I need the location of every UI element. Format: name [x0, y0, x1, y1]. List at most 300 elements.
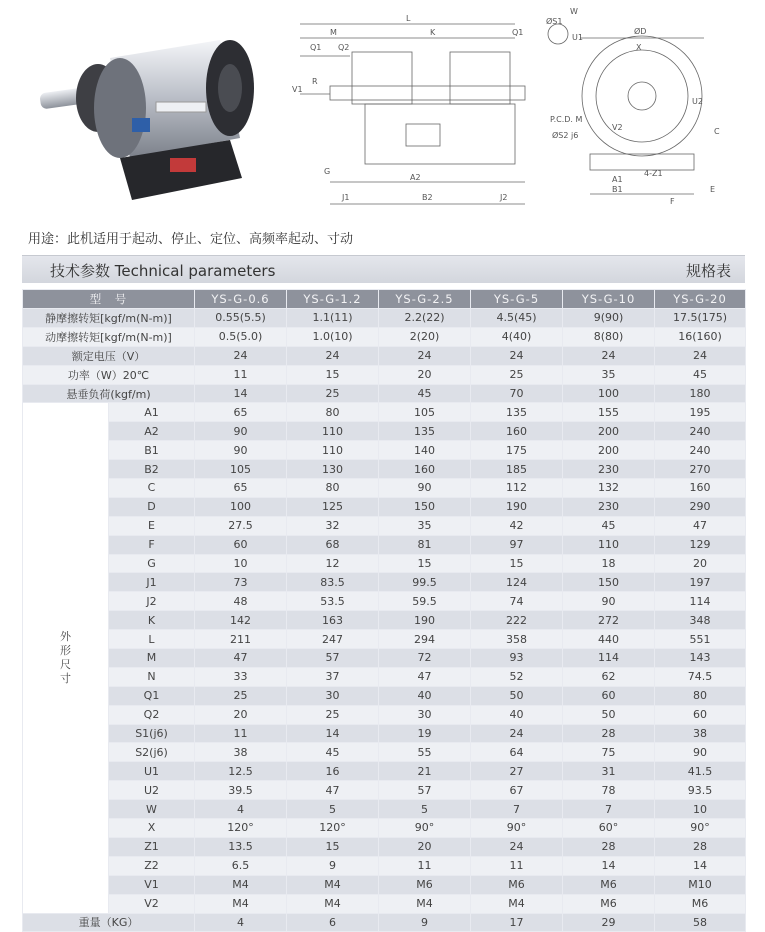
cell-value: 247 — [287, 630, 379, 649]
dim-label: Q1 — [109, 686, 195, 705]
table-row — [23, 422, 746, 441]
cell-value: 160 — [379, 460, 471, 479]
cell-value: 9(90) — [563, 309, 655, 328]
dim-J2: J2 — [500, 193, 508, 202]
cell-value: 11 — [471, 856, 563, 875]
cell-value: 90° — [471, 819, 563, 838]
cell-value: 16 — [287, 762, 379, 781]
cell-value: 9 — [379, 913, 471, 932]
dim-label: E — [109, 516, 195, 535]
cell-value: 73 — [195, 573, 287, 592]
cell-value: 18 — [563, 554, 655, 573]
cell-value: 17 — [471, 913, 563, 932]
table-header-row — [23, 290, 746, 309]
dim-label: A2 — [109, 422, 195, 441]
cell-value: 17.5(175) — [655, 309, 746, 328]
cell-value: M4 — [195, 875, 287, 894]
cell-value: 155 — [563, 403, 655, 422]
cell-value: 348 — [655, 611, 746, 630]
dim-B1: B1 — [612, 185, 623, 194]
row-label: 动摩擦转矩[kgf/m(N-m)] — [23, 327, 195, 346]
cell-value: 41.5 — [655, 762, 746, 781]
cell-value: 24 — [195, 346, 287, 365]
dim-label: J2 — [109, 592, 195, 611]
cell-value: 90 — [563, 592, 655, 611]
cell-value: 90 — [379, 479, 471, 498]
cell-value: 142 — [195, 611, 287, 630]
cell-value: 60 — [563, 686, 655, 705]
cell-value: 28 — [563, 724, 655, 743]
section-header — [22, 255, 745, 283]
cell-value: 5 — [379, 800, 471, 819]
cell-value: 42 — [471, 516, 563, 535]
table-row — [23, 724, 746, 743]
cell-value: M4 — [195, 894, 287, 913]
dim-B2: B2 — [422, 193, 433, 202]
table-row — [23, 592, 746, 611]
cell-value: 70 — [471, 384, 563, 403]
dim-label: A1 — [109, 403, 195, 422]
cell-value: 35 — [563, 365, 655, 384]
dim-label: G — [109, 554, 195, 573]
cell-value: 80 — [287, 403, 379, 422]
cell-value: 78 — [563, 781, 655, 800]
cell-value: 125 — [287, 497, 379, 516]
header-col: YS-G-10 — [563, 290, 655, 309]
row-label: 额定电压（V） — [23, 346, 195, 365]
cell-value: 24 — [471, 724, 563, 743]
cell-value: 185 — [471, 460, 563, 479]
dim-X: X — [636, 43, 642, 52]
cell-value: 1.0(10) — [287, 327, 379, 346]
dim-V2: V2 — [612, 123, 623, 132]
dim-label: Q2 — [109, 705, 195, 724]
table-row — [23, 384, 746, 403]
dim-label: Z1 — [109, 837, 195, 856]
cell-value: 197 — [655, 573, 746, 592]
dim-label: X — [109, 819, 195, 838]
table-row — [23, 630, 746, 649]
cell-value: 200 — [563, 441, 655, 460]
cell-value: 124 — [471, 573, 563, 592]
product-photo — [20, 18, 280, 218]
table-row — [23, 800, 746, 819]
dim-Z1: 4-Z1 — [644, 169, 663, 178]
table-row — [23, 705, 746, 724]
table-row — [23, 894, 746, 913]
cell-value: 8(80) — [563, 327, 655, 346]
table-row — [23, 743, 746, 762]
dim-U1: U1 — [572, 33, 583, 42]
row-label: 功率（W）20℃ — [23, 365, 195, 384]
cell-value: 47 — [195, 649, 287, 668]
cell-value: 120° — [287, 819, 379, 838]
dim-label: S1(j6) — [109, 724, 195, 743]
cell-value: 25 — [471, 365, 563, 384]
cell-value: 75 — [563, 743, 655, 762]
cell-value: 90° — [379, 819, 471, 838]
table-row — [23, 856, 746, 875]
cell-value: 222 — [471, 611, 563, 630]
header-model: 型 号 — [23, 290, 195, 309]
cell-value: 45 — [379, 384, 471, 403]
cell-value: 21 — [379, 762, 471, 781]
cell-value: 6 — [287, 913, 379, 932]
dim-S2: ØS2 j6 — [552, 131, 579, 140]
header-col: YS-G-20 — [655, 290, 746, 309]
header-col: YS-G-2.5 — [379, 290, 471, 309]
cell-value: 90 — [195, 422, 287, 441]
cell-value: 57 — [287, 649, 379, 668]
table-row — [23, 365, 746, 384]
cell-value: 110 — [287, 441, 379, 460]
cell-value: 160 — [471, 422, 563, 441]
cell-value: 1.1(11) — [287, 309, 379, 328]
cell-value: 68 — [287, 535, 379, 554]
cell-value: 74.5 — [655, 667, 746, 686]
cell-value: 143 — [655, 649, 746, 668]
dim-label: N — [109, 667, 195, 686]
dim-label: U1 — [109, 762, 195, 781]
cell-value: 47 — [655, 516, 746, 535]
cell-value: 15 — [287, 837, 379, 856]
dim-label: V2 — [109, 894, 195, 913]
cell-value: M10 — [655, 875, 746, 894]
cell-value: 30 — [379, 705, 471, 724]
dim-D: ØD — [634, 27, 647, 36]
cell-value: 90° — [655, 819, 746, 838]
cell-value: 130 — [287, 460, 379, 479]
cell-value: 10 — [655, 800, 746, 819]
cell-value: 140 — [379, 441, 471, 460]
cell-value: M4 — [379, 894, 471, 913]
dim-label: S2(j6) — [109, 743, 195, 762]
cell-value: 114 — [563, 649, 655, 668]
cell-value: 15 — [379, 554, 471, 573]
cell-value: 24 — [287, 346, 379, 365]
cell-value: 90 — [655, 743, 746, 762]
cell-value: 270 — [655, 460, 746, 479]
cell-value: 57 — [379, 781, 471, 800]
dim-label: M — [109, 649, 195, 668]
cell-value: 272 — [563, 611, 655, 630]
table-row — [23, 573, 746, 592]
cell-value: 358 — [471, 630, 563, 649]
dim-label: V1 — [109, 875, 195, 894]
cell-value: 99.5 — [379, 573, 471, 592]
cell-value: 11 — [379, 856, 471, 875]
dim-Q2: Q2 — [338, 43, 350, 52]
dim-label: U2 — [109, 781, 195, 800]
cell-value: 27.5 — [195, 516, 287, 535]
dim-Q1: Q1 — [310, 43, 322, 52]
cell-value: 40 — [379, 686, 471, 705]
cell-value: 14 — [655, 856, 746, 875]
cell-value: 24 — [471, 346, 563, 365]
cell-value: 135 — [379, 422, 471, 441]
cell-value: 135 — [471, 403, 563, 422]
weight-label: 重量（KG） — [23, 913, 195, 932]
cell-value: 200 — [563, 422, 655, 441]
cell-value: 47 — [287, 781, 379, 800]
cell-value: 9 — [287, 856, 379, 875]
table-row — [23, 611, 746, 630]
cell-value: 294 — [379, 630, 471, 649]
table-row — [23, 516, 746, 535]
cell-value: 240 — [655, 422, 746, 441]
cell-value: 110 — [287, 422, 379, 441]
cell-value: 93.5 — [655, 781, 746, 800]
dim-label: Z2 — [109, 856, 195, 875]
dim-S1: ØS1 — [546, 17, 563, 26]
table-row — [23, 403, 746, 422]
dim-label: F — [109, 535, 195, 554]
cell-value: 81 — [379, 535, 471, 554]
cell-value: M6 — [471, 875, 563, 894]
dim-label: C — [109, 479, 195, 498]
cell-value: 65 — [195, 403, 287, 422]
cell-value: 31 — [563, 762, 655, 781]
cell-value: 100 — [563, 384, 655, 403]
cell-value: 24 — [655, 346, 746, 365]
cell-value: 50 — [471, 686, 563, 705]
table-row — [23, 819, 746, 838]
cell-value: 195 — [655, 403, 746, 422]
cell-value: 105 — [195, 460, 287, 479]
cell-value: 15 — [471, 554, 563, 573]
table-row — [23, 667, 746, 686]
cell-value: 180 — [655, 384, 746, 403]
cell-value: 90 — [195, 441, 287, 460]
cell-value: 12.5 — [195, 762, 287, 781]
dim-U2: U2 — [692, 97, 703, 106]
cell-value: M6 — [563, 894, 655, 913]
cell-value: 39.5 — [195, 781, 287, 800]
table-row — [23, 875, 746, 894]
cell-value: 45 — [655, 365, 746, 384]
cell-value: 14 — [287, 724, 379, 743]
dim-R: R — [312, 77, 318, 86]
cell-value: 58 — [655, 913, 746, 932]
cell-value: 47 — [379, 667, 471, 686]
cell-value: 28 — [563, 837, 655, 856]
cell-value: 62 — [563, 667, 655, 686]
section-title: 技术参数 Technical parameters — [50, 262, 276, 280]
cell-value: 6.5 — [195, 856, 287, 875]
table-row — [23, 686, 746, 705]
spec-table — [22, 289, 746, 932]
dim-A2: A2 — [410, 173, 421, 182]
cell-value: 37 — [287, 667, 379, 686]
header-col: YS-G-0.6 — [195, 290, 287, 309]
cell-value: 60 — [195, 535, 287, 554]
cell-value: 32 — [287, 516, 379, 535]
cell-value: 4 — [195, 913, 287, 932]
table-row — [23, 497, 746, 516]
cell-value: 551 — [655, 630, 746, 649]
cell-value: 160 — [655, 479, 746, 498]
table-row — [23, 762, 746, 781]
cell-value: 33 — [195, 667, 287, 686]
cell-value: 27 — [471, 762, 563, 781]
cell-value: 120° — [195, 819, 287, 838]
table-row — [23, 309, 746, 328]
cell-value: 55 — [379, 743, 471, 762]
row-label: 悬垂负荷(kgf/m) — [23, 384, 195, 403]
cell-value: 112 — [471, 479, 563, 498]
cell-value: 30 — [287, 686, 379, 705]
cell-value: 230 — [563, 460, 655, 479]
dim-label: D — [109, 497, 195, 516]
table-row — [23, 346, 746, 365]
cell-value: 11 — [195, 365, 287, 384]
cell-value: 105 — [379, 403, 471, 422]
cell-value: 64 — [471, 743, 563, 762]
cell-value: 29 — [563, 913, 655, 932]
cell-value: 65 — [195, 479, 287, 498]
cell-value: 5 — [287, 800, 379, 819]
cell-value: 150 — [379, 497, 471, 516]
cell-value: 80 — [287, 479, 379, 498]
table-row — [23, 837, 746, 856]
cell-value: 25 — [195, 686, 287, 705]
dim-label: J1 — [109, 573, 195, 592]
table-row — [23, 649, 746, 668]
table-row — [23, 441, 746, 460]
cell-value: 20 — [379, 837, 471, 856]
cell-value: 74 — [471, 592, 563, 611]
dim-label: B2 — [109, 460, 195, 479]
cell-value: 110 — [563, 535, 655, 554]
cell-value: 60 — [655, 705, 746, 724]
cell-value: 48 — [195, 592, 287, 611]
header-col: YS-G-1.2 — [287, 290, 379, 309]
dim-J1: J1 — [342, 193, 350, 202]
dim-G: G — [324, 167, 331, 176]
cell-value: 4 — [195, 800, 287, 819]
cell-value: 45 — [287, 743, 379, 762]
dim-label: L — [109, 630, 195, 649]
cell-value: 230 — [563, 497, 655, 516]
row-label: 静摩擦转矩[kgf/m(N-m)] — [23, 309, 195, 328]
cell-value: M4 — [471, 894, 563, 913]
cell-value: 440 — [563, 630, 655, 649]
cell-value: 150 — [563, 573, 655, 592]
cell-value: 12 — [287, 554, 379, 573]
cell-value: 11 — [195, 724, 287, 743]
cell-value: 13.5 — [195, 837, 287, 856]
dim-C: C — [714, 127, 720, 136]
cell-value: 20 — [655, 554, 746, 573]
dim-E: E — [710, 185, 716, 194]
cell-value: 15 — [287, 365, 379, 384]
cell-value: 190 — [379, 611, 471, 630]
cell-value: 97 — [471, 535, 563, 554]
cell-value: 20 — [379, 365, 471, 384]
cell-value: 24 — [471, 837, 563, 856]
cell-value: 14 — [563, 856, 655, 875]
header-col: YS-G-5 — [471, 290, 563, 309]
dim-W: W — [570, 7, 578, 16]
cell-value: 7 — [563, 800, 655, 819]
cell-value: M6 — [655, 894, 746, 913]
cell-value: 240 — [655, 441, 746, 460]
table-row — [23, 460, 746, 479]
cell-value: 25 — [287, 384, 379, 403]
cell-value: 19 — [379, 724, 471, 743]
dim-label: W — [109, 800, 195, 819]
cell-value: 16(160) — [655, 327, 746, 346]
cell-value: M4 — [287, 894, 379, 913]
cell-value: 52 — [471, 667, 563, 686]
dim-label: K — [109, 611, 195, 630]
cell-value: 0.5(5.0) — [195, 327, 287, 346]
cell-value: 10 — [195, 554, 287, 573]
dim-A1: A1 — [612, 175, 623, 184]
cell-value: 2(20) — [379, 327, 471, 346]
table-row — [23, 479, 746, 498]
dimension-group-label: 外 形 尺 寸 — [23, 403, 109, 913]
cell-value: 60° — [563, 819, 655, 838]
table-row — [23, 781, 746, 800]
table-row — [23, 327, 746, 346]
dim-K: K — [430, 28, 436, 37]
cell-value: 163 — [287, 611, 379, 630]
cell-value: M6 — [379, 875, 471, 894]
cell-value: 50 — [563, 705, 655, 724]
cell-value: 53.5 — [287, 592, 379, 611]
dim-V1: V1 — [292, 85, 303, 94]
cell-value: 4(40) — [471, 327, 563, 346]
cell-value: 7 — [471, 800, 563, 819]
cell-value: 25 — [287, 705, 379, 724]
table-row — [23, 554, 746, 573]
cell-value: 24 — [379, 346, 471, 365]
cell-value: M4 — [287, 875, 379, 894]
dim-M: M — [330, 28, 337, 37]
technical-drawing — [290, 4, 760, 226]
cell-value: 24 — [563, 346, 655, 365]
cell-value: 40 — [471, 705, 563, 724]
cell-value: 83.5 — [287, 573, 379, 592]
cell-value: 129 — [655, 535, 746, 554]
dim-label: B1 — [109, 441, 195, 460]
cell-value: 114 — [655, 592, 746, 611]
cell-value: 175 — [471, 441, 563, 460]
cell-value: 45 — [563, 516, 655, 535]
cell-value: 14 — [195, 384, 287, 403]
cell-value: 93 — [471, 649, 563, 668]
cell-value: 0.55(5.5) — [195, 309, 287, 328]
cell-value: 35 — [379, 516, 471, 535]
dim-L: L — [406, 14, 411, 23]
table-row — [23, 535, 746, 554]
table-row-weight — [23, 913, 746, 932]
cell-value: 28 — [655, 837, 746, 856]
section-right-label: 规格表 — [685, 262, 731, 280]
cell-value: 2.2(22) — [379, 309, 471, 328]
dim-F: F — [670, 197, 675, 206]
cell-value: 190 — [471, 497, 563, 516]
dim-Q1-right: Q1 — [512, 28, 524, 37]
cell-value: 4.5(45) — [471, 309, 563, 328]
cell-value: 132 — [563, 479, 655, 498]
cell-value: M6 — [563, 875, 655, 894]
dim-PCD: P.C.D. M — [550, 115, 583, 124]
cell-value: 290 — [655, 497, 746, 516]
cell-value: 80 — [655, 686, 746, 705]
cell-value: 72 — [379, 649, 471, 668]
